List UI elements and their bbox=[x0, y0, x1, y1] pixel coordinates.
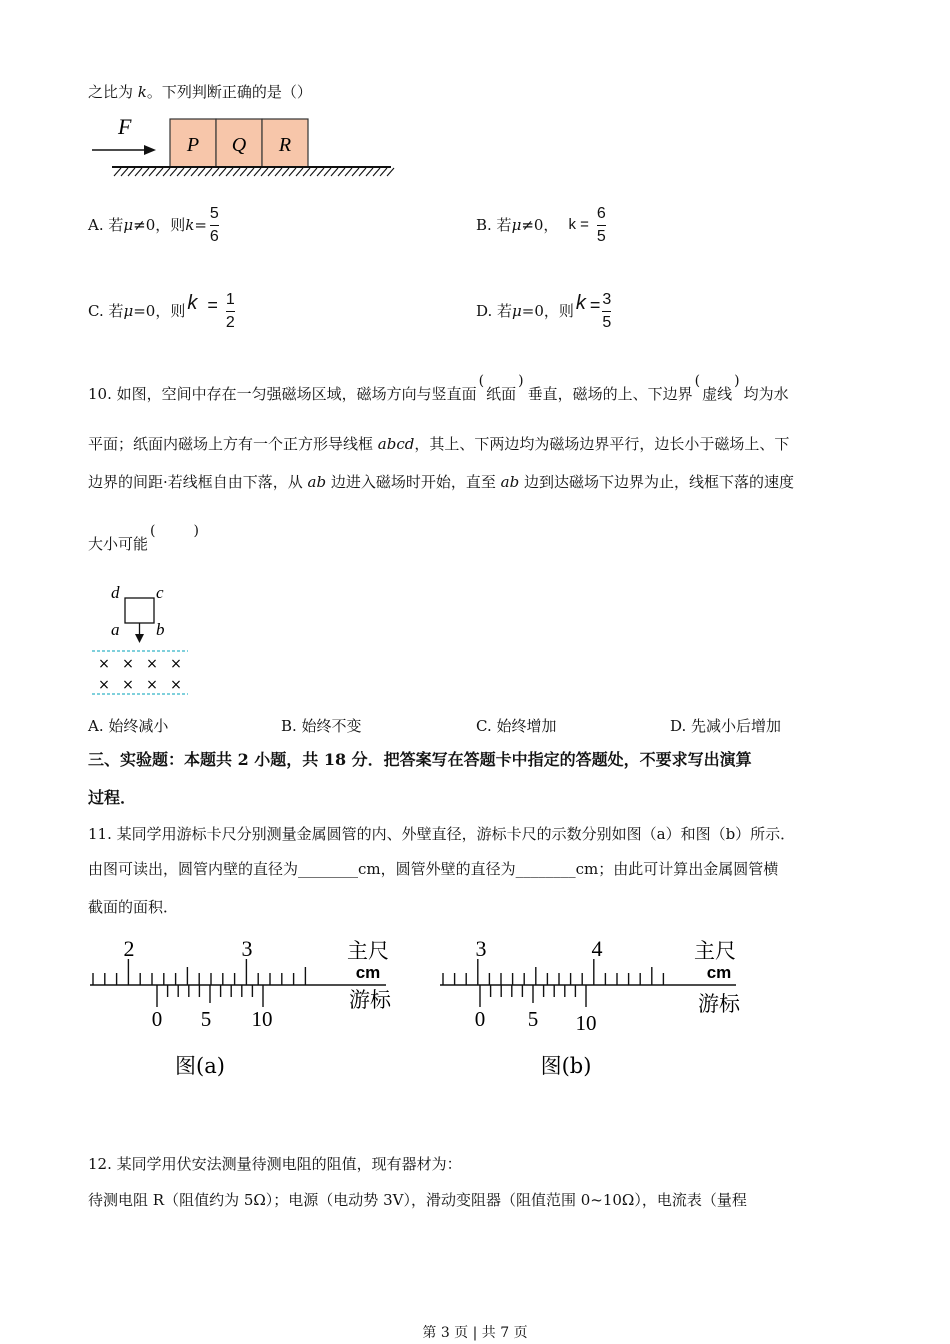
cross-1-2: × bbox=[122, 656, 134, 672]
caliper-a-scales bbox=[90, 959, 386, 1007]
hatch-mark bbox=[121, 168, 128, 176]
label-a: a bbox=[111, 620, 120, 639]
option-b-num: 6 bbox=[596, 204, 606, 222]
hatch-mark bbox=[331, 168, 338, 176]
q10-ab2: ab bbox=[500, 473, 520, 491]
caliper-a-caption: 图(a) bbox=[175, 1054, 225, 1078]
hatch-mark bbox=[366, 168, 373, 176]
label-c: c bbox=[156, 583, 164, 602]
option-d-mid: =0，则 bbox=[521, 302, 574, 320]
hatch-mark bbox=[233, 168, 240, 176]
cross-1-3: × bbox=[146, 656, 158, 672]
option-a-num: 5 bbox=[209, 204, 219, 222]
option-b-mu: μ bbox=[511, 216, 522, 234]
block-q-label: Q bbox=[231, 134, 247, 156]
caliper-b-main-label-2: 4 bbox=[591, 936, 603, 961]
hatch-mark bbox=[205, 168, 212, 176]
option-d-pre: D. 若 bbox=[476, 302, 513, 320]
hatch-mark bbox=[373, 168, 380, 176]
option-b-pre: B. 若 bbox=[476, 216, 512, 234]
hatch-mark bbox=[114, 168, 121, 176]
option-d-mu: μ bbox=[512, 302, 522, 320]
hatch-mark bbox=[275, 168, 282, 176]
q10-l4: 大小可能 bbox=[88, 535, 149, 553]
q10-p1: 纸面 bbox=[486, 385, 517, 403]
caliper-a-vernier-label-3: 10 bbox=[251, 1007, 273, 1031]
option-a-mid: ≠0，则 bbox=[133, 216, 186, 234]
q10-l3c: 边到达磁场下边界为止，线框下落的速度 bbox=[519, 473, 794, 491]
option-a-den: 6 bbox=[209, 227, 219, 245]
q10-l3b: 边进入磁场时开始，直至 bbox=[326, 473, 501, 491]
option-b-den: 5 bbox=[596, 227, 606, 245]
q11-line-3: 截面的面积． bbox=[88, 898, 179, 916]
option-b-k: k = bbox=[568, 216, 589, 233]
q10-p2: 虚线 bbox=[702, 385, 733, 403]
hatch-mark bbox=[345, 168, 352, 176]
option-d-fraction bbox=[602, 291, 611, 332]
hatch-mark bbox=[261, 168, 268, 176]
q10-paren-close-1: ) bbox=[518, 373, 524, 389]
option-c-k: k bbox=[187, 292, 198, 314]
caliper-a-main-name: 主尺 bbox=[347, 939, 389, 963]
q10-l2a: 平面；纸面内磁场上方有一个正方形导线框 bbox=[88, 435, 378, 453]
hatch-mark bbox=[359, 168, 366, 176]
fall-arrow-head bbox=[135, 634, 144, 643]
option-b-mid: ≠0， bbox=[521, 216, 559, 234]
label-b: b bbox=[156, 620, 165, 639]
q10-abcd: abcd bbox=[377, 435, 415, 453]
q10-line-1 bbox=[88, 373, 789, 405]
caliper-a-vernier-label-2: 5 bbox=[200, 1007, 212, 1031]
q11-line-1: 11. 某同学用游标卡尺分别测量金属圆管的内、外壁直径，游标卡尺的示数分别如图（a）和图（b）所示． bbox=[88, 825, 796, 843]
hatch-mark bbox=[184, 168, 191, 176]
q10-l1b: 垂直，磁场的上、下边界 bbox=[527, 385, 693, 403]
caliper-a-vernier-label-1: 0 bbox=[151, 1007, 163, 1031]
blocks-figure bbox=[86, 112, 396, 182]
q11-line-2: 由图可读出，圆管内壁的直径为________cm，圆管外壁的直径为________cm；由此可计算出金属圆管横 bbox=[88, 860, 779, 878]
cross-2-2: × bbox=[122, 677, 134, 693]
cross-1-1: × bbox=[98, 656, 110, 672]
q10-l1a: 10. 如图，空间中存在一匀强磁场区域，磁场方向与竖直面 bbox=[88, 385, 477, 403]
caliper-b-main-name: 主尺 bbox=[694, 939, 736, 963]
option-a bbox=[88, 200, 219, 250]
hatch-mark bbox=[156, 168, 163, 176]
cross-2-4: × bbox=[170, 677, 182, 693]
hatch-mark bbox=[170, 168, 177, 176]
hatch-mark bbox=[226, 168, 233, 176]
option-d-den: 5 bbox=[602, 313, 612, 331]
option-a-mu: μ bbox=[123, 216, 134, 234]
option-c bbox=[88, 286, 235, 336]
q10-option-a: A. 始终减小 bbox=[88, 717, 169, 735]
hatch-mark bbox=[149, 168, 156, 176]
hatch-mark bbox=[303, 168, 310, 176]
loop-figure bbox=[86, 578, 196, 700]
q10-answer-paren-open: ( bbox=[150, 523, 156, 539]
hatch-mark bbox=[352, 168, 359, 176]
hatch-mark bbox=[317, 168, 324, 176]
section-3-heading-line-1: 三、实验题：本题共 2 小题，共 18 分．把答案写在答题卡中指定的答题处，不要求写出演算 bbox=[88, 750, 752, 769]
force-label: F bbox=[118, 114, 132, 139]
caliper-b-scales bbox=[440, 959, 736, 1007]
q10-option-b: B. 始终不变 bbox=[281, 717, 362, 735]
q10-line-3 bbox=[88, 472, 794, 492]
hatch-mark bbox=[324, 168, 331, 176]
option-c-num: 1 bbox=[225, 290, 235, 308]
caliper-b-figure bbox=[436, 932, 756, 1082]
q10-line-4 bbox=[88, 523, 199, 555]
block-p-label: P bbox=[186, 134, 200, 156]
caliper-b-vernier-label-1: 0 bbox=[474, 1007, 486, 1031]
hatch-mark bbox=[212, 168, 219, 176]
hatch-mark bbox=[289, 168, 296, 176]
caliper-b-main-label-1: 3 bbox=[475, 936, 487, 961]
caliper-a-main-label-2: 3 bbox=[241, 936, 253, 961]
field-crosses bbox=[98, 656, 182, 693]
hatch-mark bbox=[310, 168, 317, 176]
hatch-mark bbox=[135, 168, 142, 176]
intro-var: k bbox=[137, 83, 147, 101]
square-loop bbox=[125, 598, 154, 623]
hatch-mark bbox=[254, 168, 261, 176]
option-b bbox=[476, 200, 606, 250]
hatch-mark bbox=[380, 168, 387, 176]
option-c-pre: C. 若 bbox=[88, 302, 124, 320]
hatch-mark bbox=[163, 168, 170, 176]
section-3-heading-line-2: 过程． bbox=[88, 788, 137, 807]
option-b-fraction bbox=[597, 205, 606, 246]
q10-paren-open-2: ( bbox=[694, 373, 701, 389]
caliper-b-vernier-label-2: 5 bbox=[527, 1007, 539, 1031]
hatch-mark bbox=[296, 168, 303, 176]
hatch-mark bbox=[142, 168, 149, 176]
hatch-mark bbox=[240, 168, 247, 176]
cross-2-3: × bbox=[146, 677, 158, 693]
intro-line bbox=[88, 82, 312, 102]
hatch-mark bbox=[177, 168, 184, 176]
hatch-mark bbox=[338, 168, 345, 176]
option-c-den: 2 bbox=[225, 313, 235, 331]
hatch-mark bbox=[191, 168, 198, 176]
caliper-a-figure bbox=[86, 932, 406, 1082]
hatch-mark bbox=[282, 168, 289, 176]
q10-line-2 bbox=[88, 434, 789, 454]
cross-1-4: × bbox=[170, 656, 182, 672]
q10-paren-open-1: ( bbox=[478, 373, 485, 389]
q10-paren-close-2: ) bbox=[734, 373, 740, 389]
option-d-eq: = bbox=[589, 295, 601, 315]
block-r-label: R bbox=[278, 134, 292, 156]
hatch-mark bbox=[387, 168, 394, 176]
option-d-k: k bbox=[575, 292, 586, 314]
caliper-b-unit: cm bbox=[706, 963, 732, 982]
q12-line-2: 待测电阻 R（阻值约为 5Ω）；电源（电动势 3V），滑动变阻器（阻值范围 0~10Ω），电流表（量程 bbox=[88, 1191, 747, 1209]
option-a-fraction bbox=[210, 205, 219, 246]
hatch-mark bbox=[247, 168, 254, 176]
option-c-fraction bbox=[226, 291, 235, 332]
q12-line-1: 12. 某同学用伏安法测量待测电阻的阻值，现有器材为： bbox=[88, 1155, 462, 1173]
hatch-mark bbox=[268, 168, 275, 176]
intro-pre: 之比为 bbox=[88, 83, 138, 101]
caliper-a-main-label-1: 2 bbox=[123, 936, 135, 961]
q10-l1c: 均为水 bbox=[743, 385, 789, 403]
option-a-eq: = bbox=[194, 216, 207, 234]
option-c-eq: = bbox=[207, 295, 218, 315]
hatch-mark bbox=[219, 168, 226, 176]
option-d bbox=[476, 286, 611, 336]
hatch-mark bbox=[198, 168, 205, 176]
cross-2-1: × bbox=[98, 677, 110, 693]
q10-option-d: D. 先减小后增加 bbox=[670, 717, 782, 735]
q10-option-c: C. 始终增加 bbox=[476, 717, 557, 735]
option-d-num: 3 bbox=[602, 290, 612, 308]
q10-l3a: 边界的间距·若线框自由下落，从 bbox=[88, 473, 308, 491]
q10-answer-paren-close: ) bbox=[193, 523, 199, 539]
option-a-pre: A. 若 bbox=[88, 216, 124, 234]
option-c-mu: μ bbox=[123, 302, 134, 320]
q10-ab1: ab bbox=[307, 473, 327, 491]
page-footer: 第 3 页 | 共 7 页 bbox=[422, 1325, 528, 1341]
caliper-a-unit: cm bbox=[355, 963, 381, 982]
label-d: d bbox=[111, 583, 120, 602]
caliper-b-vernier-label-3: 10 bbox=[575, 1011, 597, 1035]
ground-hatch bbox=[114, 168, 394, 176]
option-a-k: k bbox=[185, 216, 195, 234]
caliper-a-vernier-name: 游标 bbox=[349, 988, 391, 1012]
force-arrow-head bbox=[144, 145, 156, 155]
hatch-mark bbox=[128, 168, 135, 176]
caliper-b-caption: 图(b) bbox=[540, 1054, 592, 1078]
intro-post: 。下列判断正确的是（） bbox=[146, 83, 312, 101]
option-c-mid: =0，则 bbox=[133, 302, 186, 320]
q10-l2b: ，其上、下两边均为磁场边界平行，边长小于磁场上、下 bbox=[414, 435, 790, 453]
caliper-b-vernier-name: 游标 bbox=[698, 992, 740, 1016]
